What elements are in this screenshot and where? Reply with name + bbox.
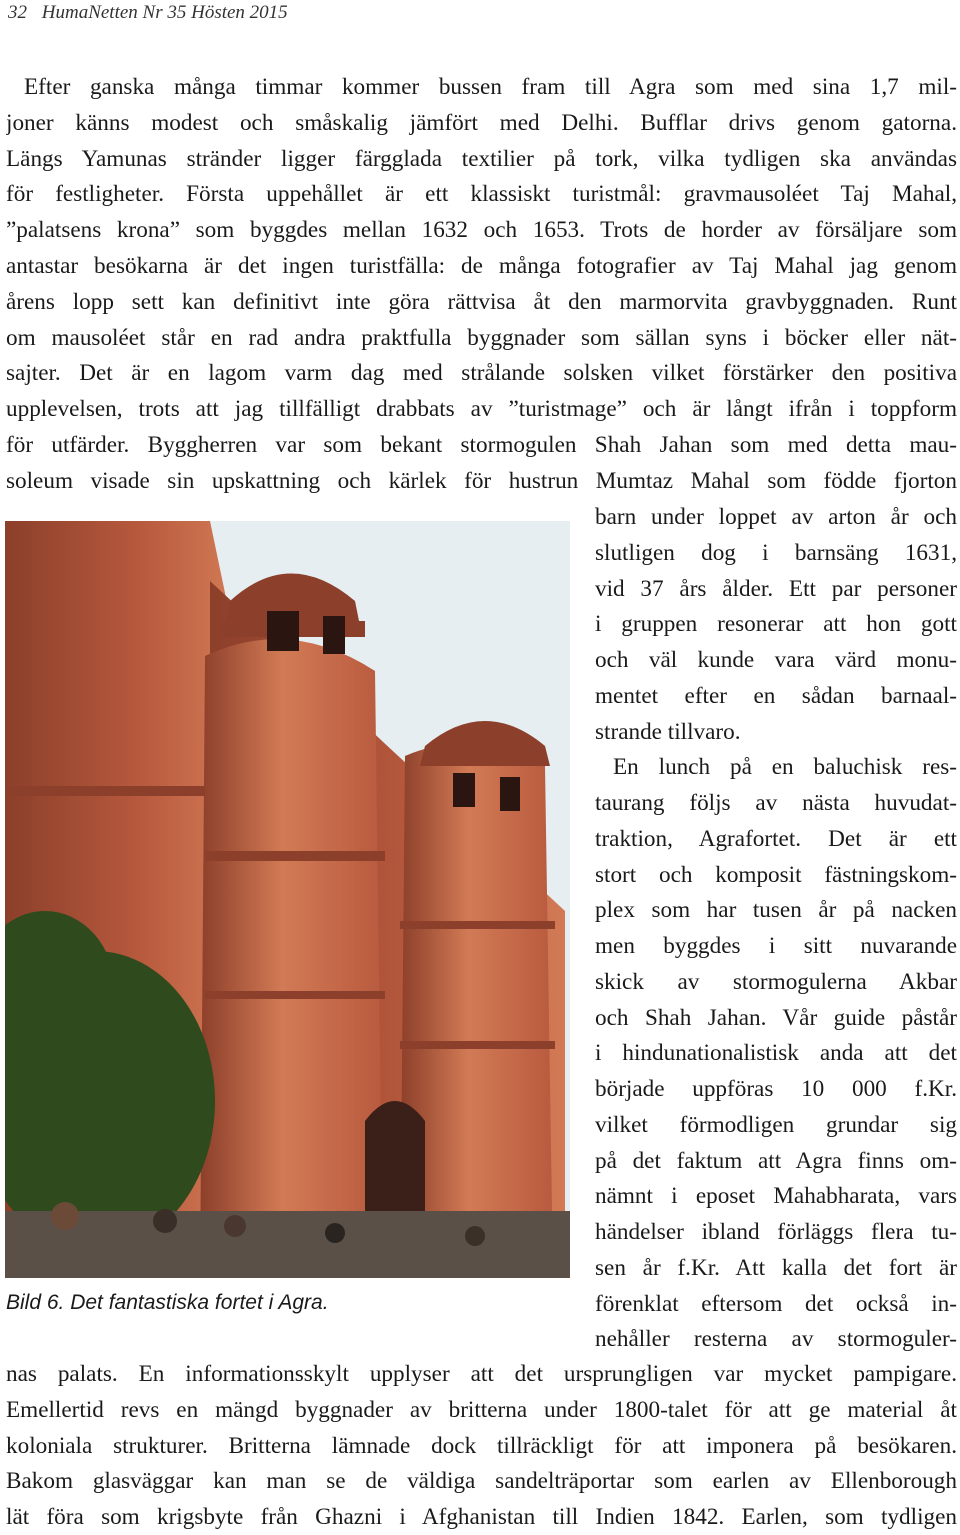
tower-window — [267, 611, 299, 651]
text-line: och väl kunde vara värd monu- — [595, 647, 957, 673]
text-line: Efter ganska många timmar kommer bussen fram till Agra som med sina 1,7 mil- — [24, 74, 957, 100]
agra-fort-photo — [5, 521, 570, 1278]
text-line: vid 37 års ålder. Ett par personer — [595, 575, 957, 602]
text-line: traktion, Agrafortet. Det är ett — [595, 825, 957, 852]
text-line: för utfärder. Byggherren var som bekant stormogulen Shah Jahan som med detta mau- — [6, 432, 957, 458]
person — [224, 1215, 246, 1237]
text-line: nas palats. En informationsskylt upplyser att det ursprungligen var mycket pampigare. — [6, 1361, 957, 1387]
text-line: slutligen dog i barnsäng 1631, — [595, 539, 957, 566]
text-line: Emellertid revs en mängd byggnader av britterna under 1800-talet för att ge material åt — [6, 1396, 957, 1423]
text-line: nämnt i eposet Mahabharata, vars — [595, 1183, 957, 1210]
text-line: upplevelsen, trots att jag tillfälligt drabbats av ”turistmage” och är långt ifrån i toppform — [6, 396, 957, 423]
text-line: barn under loppet av arton år och — [595, 504, 957, 530]
text-line: plex som har tusen år på nacken — [595, 897, 957, 924]
photo-caption: Bild 6. Det fantastiska fortet i Agra. — [6, 1291, 329, 1314]
text-line: nehåller resterna av stormoguler- — [595, 1326, 957, 1353]
tower-window — [453, 773, 475, 807]
text-line: om mausoléet står en rad andra praktfulla byggnader som sällan syns i böcker eller nät- — [6, 324, 957, 351]
text-line: antastar besökarna är det ingen turistfälla: de många fotografier av Taj Mahal jag genom — [6, 253, 957, 279]
text-line: och Shah Jahan. Vår guide påstår — [595, 1004, 957, 1031]
person — [51, 1202, 79, 1230]
text-line: på det faktum att Agra finns om- — [595, 1147, 957, 1174]
text-line: joner känns modest och småskalig jämfört med Delhi. Bufflar drivs genom gatorna. — [6, 109, 957, 136]
text-line: mentet efter en sådan barnaal- — [595, 682, 957, 709]
text-line: taurang följs av nästa huvudat- — [595, 790, 957, 816]
text-line: sajter. Det är en lagom varm dag med strålande solsken vilket förstärker den positiva — [6, 360, 957, 387]
text-line: En lunch på en baluchisk res- — [613, 754, 957, 781]
text-line: ”palatsens krona” som byggdes mellan 1632 och 1653. Trots de horder av försäljare som — [6, 217, 957, 244]
left-tower — [200, 639, 383, 1278]
text-line: vilket förmodligen grundar sig — [595, 1111, 957, 1138]
text-line: men byggdes i sitt nuvarande — [595, 933, 957, 959]
text-line: årens lopp sett kan definitivt inte göra rättvisa åt den marmorvita gravbyggnaden. Runt — [6, 288, 957, 315]
text-line: förenklat eftersom det också in- — [595, 1290, 957, 1317]
text-line: soleum visade sin upskattning och kärlek för hustrun Mumtaz Mahal som födde fjorton — [6, 467, 957, 494]
text-line: stort och komposit fästningskom- — [595, 861, 957, 888]
text-line: lät föra som krigsbyte från Ghazni i Afghanistan till Indien 1842. Earlen, som tydligen — [6, 1504, 957, 1531]
person — [325, 1223, 345, 1243]
text-line: skick av stormogulerna Akbar — [595, 968, 957, 995]
text-line: Bakom glasväggar kan man se de väldiga sandelträportar som earlen av Ellenborough — [6, 1468, 957, 1495]
agra-fort-illustration — [5, 521, 570, 1278]
tower-frieze — [400, 921, 555, 929]
running-header — [8, 0, 288, 26]
person — [465, 1226, 485, 1246]
wall-frieze — [5, 786, 205, 796]
tower-frieze — [400, 1041, 555, 1049]
text-line: för festligheter. Första uppehållet är ett klassiskt turistmål: gravmausoléet Taj Mahal, — [6, 181, 957, 208]
text-line: började uppföras 10 000 f.Kr. — [595, 1076, 957, 1102]
text-line: händelser ibland förläggs flera tu- — [595, 1219, 957, 1245]
tower-frieze — [205, 851, 385, 861]
text-line: Längs Yamunas stränder ligger färgglada textilier på tork, vilka tydligen ska användas — [6, 145, 957, 172]
tower-window — [323, 616, 345, 654]
text-line: i gruppen resonerar att hon gott — [595, 611, 957, 638]
tower-frieze — [205, 991, 385, 999]
crowd — [5, 1211, 570, 1278]
text-line: sen år f.Kr. Att kalla det fort är — [595, 1254, 957, 1281]
text-line: i hindunationalistisk anda att det — [595, 1040, 957, 1067]
text-line: strande tillvaro. — [595, 718, 741, 745]
person — [153, 1209, 177, 1233]
tower-window — [500, 777, 520, 811]
text-line: koloniala strukturer. Britterna lämnade dock tillräckligt för att imponera på besökaren. — [6, 1432, 957, 1459]
page-number: 32 — [8, 2, 27, 23]
publication-title: HumaNetten Nr 35 Hösten 2015 — [41, 2, 288, 23]
